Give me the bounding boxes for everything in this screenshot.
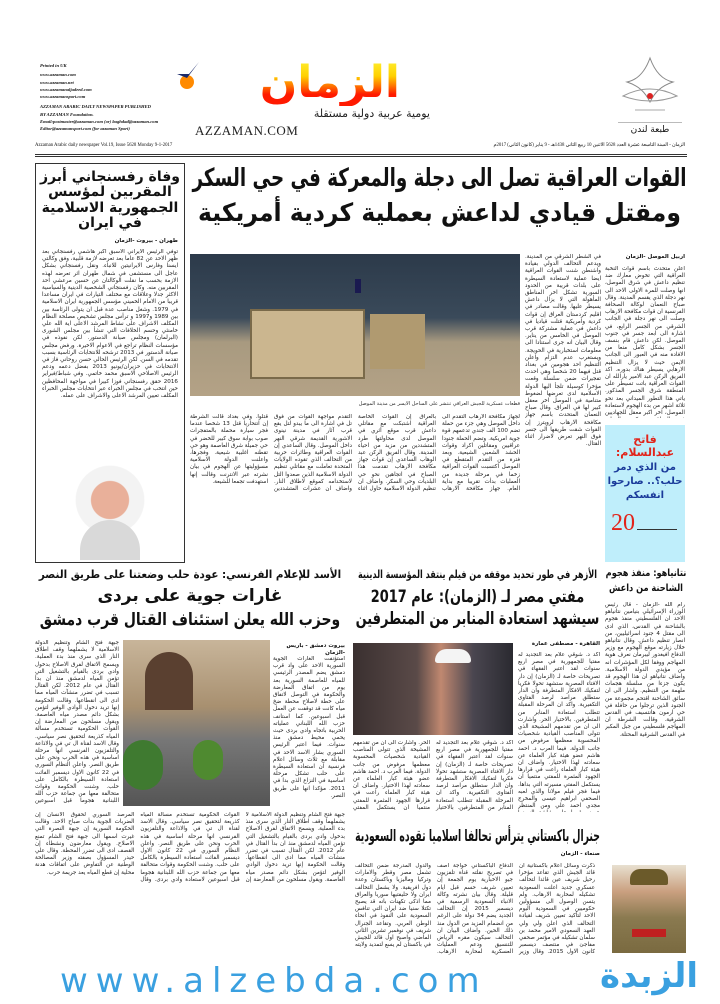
rafsanjani-photo <box>50 460 170 560</box>
column-author: فاتح عبدالسلام: <box>615 433 675 459</box>
lead-body-right: اعلن متحدث باسم قوات النخبة العراقية التي تخوض معارك ضد تنظيم داعش في شرق الموصل، انها وصلت للمرة الاولى الاحد الى نهر دجلة الذي يقسم المدينة. وقال صباح النعمان لوكالة الصحافة الفرنسية ان قوات مكافحة الارهاب وصلت الى نهر دجلة في الجانب الشرقي من الجسر الرابع، في اشارة الى ابعد جسر في جنوب الموصل. لكن داعش قام بنسف الجسر بشكل كامل منعا من الافادة منه في العبور الى الجانب الايمن حيث لا يزال التنظيم الارهابي يسيطر هناك بدوره. اكد الفريق الركن عبد الامير يارالله ان القوات العراقية باتت تسيطر على المنطقة شرق الجسر المذكور. ياتي هذا التطور الميداني بعد نحو ثلاثة اشهر من بدء الهجوم لاستعادة الموصل، اخر اكبر معقل للجهاديين <box>605 266 685 417</box>
tagline: يومية عربية دولية مستقلة <box>313 107 430 120</box>
mufti-photo <box>353 643 513 735</box>
lead-byline: اربيل الموصل -الزمان <box>625 254 685 260</box>
mufti-headline-box <box>355 586 600 632</box>
column-title: من الذي دمر حلب؟.. صارحوا انفسكم <box>607 462 683 501</box>
logo-english: AZZAMAN.COM <box>195 123 299 138</box>
lead-body-lower: لجهاز مكافحة الارهاب التقدم الى داخل الموصل وهي جزء من حملة تضم 100 الف جندي تدعمهم قوة جوية امريكية. وتضم الحملة جنودا عراقيين ومقاتلين اكراد وقوات الحشد الشعبي الشيعية. وبعد فترة من التقدم المتقطع في الموصل اكتسبت القوات العراقية زخما في مرحلة جديدة من العمليات بدأت تقريبا مع بداية العام. جهاز مكافحة الارهاب بالعراق إن القوات الخاصة العراقية اشتبكت مع مقاتلي داعش قرب موقع أثري في الموصل لدى محاولتها طرد المتشددين من مزيد من احياء المدينة. وقال الفريق الركن عبد الوهاب الساعدي إن قوات جهاز مكافحة الارهاب تقدمت هذا الصباح في اتجاهين نحو حي البلديات وحي السكر. واضاف ان تنظيم الدولة الاسلامية حاول اثناء التقدم مواجهة القوات من فوق تل في اشارة الى ما يبدو لتل يقع قرب آثار في مدينة نينوى الاشورية القديمة شرقي النهر داخل الموصل. وقال الساعدي إن القوات العراقية وطائرات حربية من التحالف الذي تقوده الولايات المتحدة تعاملت مع مقاتلي تنظيم الدولة الاسلامية الذين صعدوا التل لاستخدامه كموقع لاطلاق النار. واضاف ان عشرات المتشددين قتلوا. وفي بغداد قالت الشرطة إن انتحاريا قتل 13 شخصا عندما فجر سيارة محملة بالمتفجرات صوب بوابة سوق كبير للخضر في حي جميلة شرق العاصمة وهو حي تقطنه اغلبية شيعية. وفجرها، واعلنت الدولة الاسلامية مسؤوليتها عن الهجوم في بيان نشرته عبر الانترنت وقالت إنها استهدفت تجمعا للشيعة. <box>190 414 520 493</box>
mufti-byline: القاهرة - مصطفى عمارة <box>531 641 600 647</box>
lead-photo-caption: قطعات عسكرية للجيش العراقي تنتشر على الساحل الايسر من مدينة الموصل <box>358 401 520 407</box>
lead-body-mid: في الشطر الشرقي من المدينة. ويدعم التحالف الدولي بقيادة واشنطن شنت القوات العراقية ايضا عملية لاستعادة السيطرة على بلدات قريبة من الحدود السورية تشكل اخر المناطق المأهولة التي لا يزال داعش يسيطر عليها. وقالت مصادر في اقليم كردستان العراق إن قوات كردية وامريكية قتلت قياديا في داعش في عملية مشتركة قرب الموصل في الخامس من يناير. وقال البيان انه جرى استنادا الى معلومات استخبارية في الحويجة. ويستغرب عدم التزام واعلن التنظيم احد هجومين في بغداد قتل فيهما 20 شخصا وهي احدث تفجيرات ضمن سلسلة وقعت مؤخرا كوسيلة تلجأ اليها الدولة الاسلامية لدى تعرضها لضغوط متنامية في الموصل اخر معقل كبير لها في العراق. وقال صباح النعمان المتحدث باسم جهاز مكافحة الارهاب لرويترز إن القوات شقت طريقها الى جسر فوق النهر تعرض لاضرار اثناء القتال. <box>525 254 601 448</box>
emblem-icon <box>615 52 685 120</box>
info-line: Printed in UK <box>40 63 67 68</box>
syria-headline-second <box>35 610 345 632</box>
mufti-kicker-box <box>355 568 600 582</box>
damascus-crowd-photo <box>123 640 270 806</box>
syria-body-lower: جبهة فتح الشام وتنظيم الدولة الاسلامية لا يشملهما وقف اطلاق النار الذي سرى منذ بدء العملية. ويسمح الاتفاق لفرق الاصلاح بدخول وادي بردى بالقيام بالتشغيل التي تؤمن المياه لدمشق منذ ان بدأ القتال في عام 2012. لكن القتال تسبب في تضرر منشآت المياه مما ادى الى انقطاعها. وقالت الحكومة إنها تريد دخول الوادي الوفير لتؤمن بشكل دائم مصدر مياه العاصمة. ويقول مسلحون من المعارضة إن القوات الحكومية تستخدم مسالة المياه كذريعة لتحقيق نصر سياسي. وقال الاسد لقناة ال تي في والاذاعة والتلفزيون الفرنسي انها مرحلة اساسية في هذه الحرب ونحن على طريق النصر. واعلن النظام السوري في 22 كانون الاول ديسمبر الفائت استعادة السيطرة بالكامل على حلب. وشنت الحكومة وقوات متحالفة معها من جماعة حزب الله اللبنانية هجوما قبل اسبوعين لاستعادة وادي بردى. وقال المرصد السوري لحقوق الانسان إن الضربات الجوية بدأت صباح الاحد. وقالت الحكومة السورية إن جبهة النصرة التي غيرت اسمها الى جبهة فتح الشام تمنع الاصلاح. ويقول معارضون ونشطاء إن القصف ادى الى تضرر المحطة. وقال علي حيدر المسؤول بصفته وزير المصالحة الوطنية عن التفاوض على اتفاقات هدنة محلية إن قطع المياه يعد جريمة حرب. <box>35 812 345 883</box>
obituary-box <box>35 163 185 563</box>
dateline-arabic: الزمان - السنة التاسعة عشرة العدد 5628 الاثنين 10 ربيع الثاني 1438هـ - 9 يناير (كانون الثاني) 2017م <box>493 143 685 148</box>
info-line: www.azzaman.net <box>40 79 74 85</box>
info-line: www.azzaman.com <box>40 72 76 78</box>
syria-kicker-box <box>35 568 345 582</box>
syria-kicker: الأسد للإعلام الفرنسي: عودة حلب وضعتنا على طريق النصر <box>38 568 342 581</box>
mufti-kicker: الأزهر في طور تحديد موقفه من فيلم ينتقد المؤسسة الدينية <box>358 568 597 581</box>
lead-headline <box>192 163 687 193</box>
syria-headline-line-1: غارات جوية على بردى <box>97 586 283 606</box>
vehicle <box>250 309 365 379</box>
syria-body-right: استؤنفت الغارات الجوية السورية الاحد على واد قرب دمشق يضم المصدر الرئيسي للمياه للعاصمة السورية بعد يوم من اتفاق المعارضة والحكومة في التوصل لاتفاق على خطة لاصلاح محطة ضخ مياه كانت قد توقفت عن العمل قبل اسبوعين. كما استانف حزب الله اللبناني عملياته الحربية باتجاه وادي بردى حيث يحمي محيط دمشق منذ سنوات. فيما اعتبر الرئيس السوري بشار الاسد الاحد في مقابلة مع ثلاث وسائل اعلام فرنسية ان استعادة السيطرة على حلب تشكل مرحلة اساسية في النزاع الذي بدا في 2011. مؤكدا انها على طريق النصر. <box>273 656 345 799</box>
dateline-english: Azzaman Arabic daily newspaper Vol.19, Issue 5628 Monday 9-1-2017 <box>35 143 173 148</box>
pakistan-body: ذكرت وسائل اعلام باكستانية ان قائد الجيش الذي تقاعد مؤخرا رحيل شريف عين قائدا لتحالف عسكري جديد اعلنت السعودية تشكيله لمحاربة الارهاب. ولم يتسن الوصول الى مسؤولين حكوميين في السعودية اليوم الاحد لتأكيد تعيين شريف لقيادة التحالف الذي اعلن ولي ولي العهد السعودي الامير محمد بن سلمان تشكيله في مؤتمر صحفي مفاجئ في منتصف ديسمبر كانون الاول 2015. وقال وزير الدفاع الباكستاني خواجة آصف في تصريح نقلته قناة تلفزيون جيو الاخبارية يوم الجمعة إن تعيين شريف حسم قبل ايام قليلة. وقال بيان نشرته وكالة الانباء السعودية الرسمية في ديسمبر 2015 إن التحالف الجديد يضم 34 دولة على الرغم من انضمام المزيد من الدول منذ ذلك الحين. واضاف البيان ان التحالف سيكون مقره الرياض للتنسيق ودعم العمليات العسكرية لمحاربة الارهاب. والدول المدرجة ضمن التحالف تشمل مصر وقطر والامارات وتركيا وماليزيا وباكستان وعدة دول افريقية. ولا يشمل التحالف ايران ولا حليفتيها سوريا والعراق مما اذكى تكهنات بانه قد يصبح تكتلا سنيا ضد ايران التي تنافس السعودية على النفوذ في انحاء الوطن العربي. وتقاعد الجنرال شريف في نوفمبر تشرين الثاني الماضي واصبح اول قائد للجيش في باكستان لم يسع لتمديد ولايته <box>355 863 595 956</box>
netanyahu-body: رام الله -الزمان - قال رئيس الوزراء الإسرائيلي بنيامين نتانياهو الاحد ان الفلسطيني منفذ هجوم بالشاحنة في القدس، الذي ادى الى مقتل 4 جنود اسرائيليين، من انصار تنظيم داعش. وقال نتانياهو خلال زيارته موقع الهجوم مع وزير الدفاع افيغدور ليبرمان نعرف هوية المهاجم ووفقا لكل المؤشرات انه من مؤيدي الدولة الاسلامية. واضاف نتانياهو ان هذا الهجوم قد يكون جزءا من سلسلة هجمات ملهمة من التنظيم. واشار الى ان سائق الشاحنة اقتحم مجموعة من الجنود الذين ترجلوا من حافلة في حي ارمون هانتسيف في القدس الشرقية. وقالت الشرطة ان المهاجم فلسطيني من جبل المكبر في القدس الشرقية المحتلة. <box>605 602 685 738</box>
bird-flag-icon <box>173 60 203 90</box>
obituary-byline: طهران - بيروت -الزمان <box>114 238 178 244</box>
syria-headline <box>35 586 345 608</box>
mufti-body-right: اكد د. شوقي علام بعد التجديد له مفتيا للجمهورية في مصر اربع سنوات لقد اعتبر الفقهاء في تصريحات خاصة لـ (الزمان) إن دار الافتاء المصرية ستشهد تحولا فكريا لتفكيك الافكار المتطرفة وان الدار ستطلق مراصد لرصد الفتاوى التكفيرية. واكد ان المرحلة المقبلة تتطلب استعادة المنابر من المتطرفين. بالاختيار الحر. واشارت الى ان من تقدمهم المشيخة الذي تتولى المناصب القيادية شخصيات المحسوبة معظمها مرفوض من جانب الدولة. فيما العرب د. احمد هاشم عضو هيئة كبار العلماء عن سعادته لهذا الاختيار. واضاف ان هيئة كبار العلماء راعت في قرارها الجهود المثمرة للمفتي منتميا ان يستكمل المفتي مسيرته التي بداها. فيما فجر فيلم مولانا والذي لعبه الصحفي ابراهيم عيسى والمخرج مجدي احمد علي ومن المنتظر <box>518 652 600 810</box>
lead-headline-second <box>192 198 687 228</box>
info-line: www.azzamanaljadeed.com <box>40 86 92 92</box>
vehicle <box>370 314 425 369</box>
netanyahu-headline: نتانياهو: منفذ هجوم الشاحنة من داعش <box>605 568 687 594</box>
obituary-headline: وفاة رفسنجاني أبرز المقربين لمؤسس الجمهورية الاسلامية في ايران <box>40 169 180 232</box>
netanyahu-headline-box <box>605 566 687 598</box>
lead-photo-military-vehicles <box>190 254 520 396</box>
header-divider <box>35 154 687 157</box>
syria-byline: بيروت دمشق - باريس -الزمان <box>286 643 345 656</box>
info-line: Editor@azzamansport.com (for azzaman Sport) <box>40 126 130 132</box>
publisher-info <box>40 62 159 133</box>
watermark-url: www.alzebda.com <box>60 961 488 1001</box>
edition-label: طبعة لندن <box>618 122 682 135</box>
info-line: Email:postmaster@azzaman.com (or) baghdad@azzaman.com <box>40 119 159 125</box>
pakistan-headline-box <box>355 826 600 846</box>
logo-wordmark: الزمان <box>259 57 400 108</box>
pakistan-byline: صنعاء - الزمان <box>560 851 600 857</box>
pakistan-headline: جنرال باكستاني يترأس تحالفا اسلاميا تقوده السعودية <box>355 826 600 845</box>
masthead-logo <box>155 57 440 140</box>
watermark-logo: الزبدة <box>600 956 699 996</box>
general-photo <box>612 865 686 953</box>
info-line: AZZAMAN ARABIC DAILY NEWSPAPER PUBLISHED <box>40 104 151 110</box>
info-line: BY AZZAMAN Foundation. <box>40 111 94 117</box>
lead-headline-line-2: ومقتل قيادي لداعش بعملية كردية أمريكية <box>198 198 681 227</box>
syria-body-left: جبهة فتح الشام وتنظيم الدولة الاسلامية لا يشملهما وقف اطلاق النار الذي سرى منذ بدء العملية. ويسمح الاتفاق لفرق الاصلاح بدخول وادي بردى بالقيام بالتشغيل التي تؤمن المياه لدمشق منذ ان بدأ القتال في عام 2012. لكن القتال تسبب في تضرر منشآت المياه مما ادى الى انقطاعها. وقالت الحكومة إنها تريد دخول الوادي الوفير لتؤمن بشكل دائم مصدر مياه العاصمة. ويقول مسلحون من المعارضة إن القوات الحكومية تستخدم مسالة المياه كذريعة لتحقيق نصر سياسي. وقال الاسد لقناة ال تي في والاذاعة والتلفزيون الفرنسي انها مرحلة اساسية في هذه الحرب ونحن على طريق النصر. واعلن النظام السوري في 22 كانون الاول ديسمبر الفائت استعادة السيطرة بالكامل على حلب. وشنت الحكومة وقوات متحالفة معها من جماعة حزب الله اللبنانية هجوما قبل اسبوعين <box>35 640 119 805</box>
obituary-body: توفي الرئيس الايراني الاسبق اكبر هاشمي رفسنجاني بعد ظهر الاحد عن 82 عاما بعد تعرضه لازمة قلبية، وفق وكالتي ايسنا وفارس الايرانيتين للانباء. ونقل رفسنجاني بشكل عاجل الى مستشفى في شمال طهران اثر تعرضه لهذه الازمة بحسب ما نقلت الوكالتان عن حسين مرعشي احد المقربين منه. وكان رفسنجاني الشخصية الدينية والسياسية الاكثر جدلا وعلاقات مع مختلف التيارات في ايران مساعدا قريبا من الامام الخميني مؤسس الجمهورية ايران الاسلامية في 1979. وشغل مناصب عدة قبل ان يتولى الرئاسة بين بين 1989 و1997 و ترأس مجلس تشخيص مصلحة النظام المكلف الاشراف على نشاط المرشد الاعلى اية الله علي خامنئي وحسم الخلافات التي تنشأ بين مجلس الشورى (البرلمان) ومجلس صيانة الدستور. لكن نفوذه في مؤسسات النظام تراجع في الاعوام الاخيرة. ورفض مجلس صيانة الدستور في 2013 ترشحه للانتخابات الرئاسية بسبب تقدمه في السن. لكن الرئيس الحالي حسن روحاني فاز في الانتخابات في حزيران/يونيو 2013 بفضل دعمه ودعم الرئيس الاصلاحي الاسبق محمد خاتمي. وفي شباط/فبراير 2016 حقق رفسنجاني فوزا كبيرا في مواجهة المحافظين حين انتخب في مجلس الخبراء عبر انتخابات مجلس الخبراء المكلف تعيين المرشد الاعلى والاشراف على عمله. <box>42 249 178 400</box>
lead-headline-line-1: القوات العراقية تصل الى دجلة والمعركة في حي السكر <box>192 163 687 192</box>
info-line: www.azzamansport.com <box>40 94 86 100</box>
syria-headline-line-2: وحزب الله يعلن استئناف القتال قرب دمشق <box>39 610 341 630</box>
opinion-column-box[interactable] <box>605 425 685 562</box>
column-page-number: 20 <box>611 510 635 536</box>
mufti-body-lower: اكد د. شوقي علام بعد التجديد له مفتيا للجمهورية في مصر اربع سنوات لقد اعتبر الفقهاء في تصريحات خاصة لـ (الزمان) إن دار الافتاء المصرية ستشهد تحولا فكريا لتفكيك الافكار المتطرفة وان الدار ستطلق مراصد لرصد الفتاوى التكفيرية. واكد ان المرحلة المقبلة تتطلب استعادة المنابر من المتطرفين. بالاختيار الحر. واشارت الى ان من تقدمهم المشيخة الذي تتولى المناصب القيادية شخصيات المحسوبة معظمها مرفوض من جانب الدولة. فيما العرب د. احمد هاشم عضو هيئة كبار العلماء عن سعادته لهذا الاختيار. واضاف ان هيئة كبار العلماء راعت في قرارها الجهود المثمرة للمفتي منتميا ان يستكمل المفتي <box>353 740 513 811</box>
mufti-headline: مفتي مصر لـ (الزمان): عام 2017 سيشهد استعادة المنابر من المتطرفين <box>355 587 600 629</box>
